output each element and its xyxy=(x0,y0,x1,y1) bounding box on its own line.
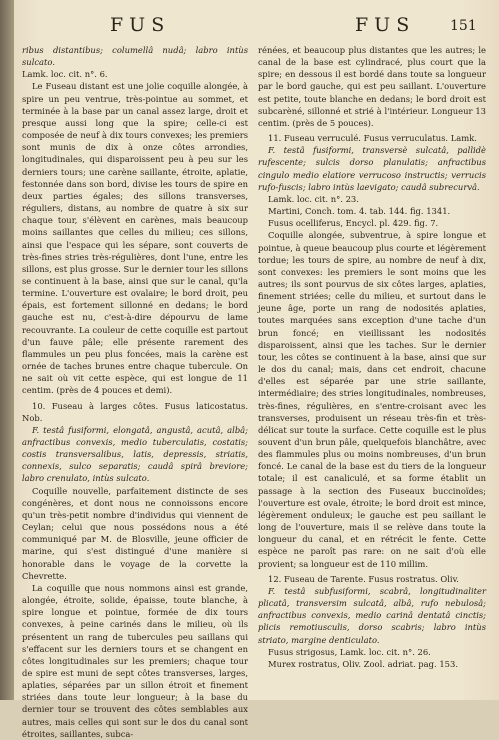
latin-diagnosis: F. testâ fusiformi, elongatâ, angustâ, acutâ, albâ; anfractibus convexis, medio tuberculatis, costatis; costis transversalibus, latis, depressis, striatis, connexis, sulco separatis; caudâ spirâ breviore; labro crenulato, intùs sulcato. xyxy=(22,424,248,484)
reference-line: Lamk. loc. cit. n°. 6. xyxy=(22,69,108,80)
body-paragraph: La coquille que nous nommons ainsi est grande, alongée, étroite, solide, épaisse, toute blanche, à spire longue et pointue, formée de dix tours convexes, à peine carinés dans le milieu, où ils présentent un rang de tubercules peu saillans qui s'effacent sur les derniers tours et se changent en côtes longitudinales sur les premiers; chaque tour de spire est muni de sept côtes transverses, larges, aplaties, séparées par un sillon étroit et finement striées dans toute leur longueur; à la base du dernier tour se trouvent des côtes semblables aux autres, mais celles qui sont sur le dos du canal sont étroites, saillantes, subca- xyxy=(22,582,248,739)
header-left-title: FUS xyxy=(110,14,171,36)
species-heading: 12. Fuseau de Tarente. Fusus rostratus. Oliv. xyxy=(268,573,459,584)
reference-line: Fusus strigosus, Lamk. loc. cit. n°. 26. xyxy=(268,646,431,657)
latin-diagnosis: F. testâ subfusiformi, scabrâ, longitudinaliter plicatâ, transversim sulcatâ, albâ, rufo nebulosâ; anfractibus convexis, medio carinâ dentatâ cinctis; plicis remotiusculis, dorso scabris; labro intùs striato, margine denticulato. xyxy=(258,585,486,645)
body-paragraph: Le Fuseau distant est une jolie coquille alongée, à spire un peu ventrue, très-pointue au sommet, et terminée à la base par un canal assez large, droit et presque aussi long que la spire; celle-ci est composée de neuf à dix tours convexes; les premiers sont munis de dix à onze côtes arrondies, longitudinales, qui disparoissent peu à peu sur les derniers tours; une carène saillante, étroite, aplatie, festonnée dans son bord, divise les tours de spire en deux parties égales; des sillons transverses, réguliers, distans, au nombre de quatre à six sur chaque tour, s'élèvent en carènes, mais beaucoup moins saillantes que celles du milieu; ces sillons, ainsi que l'espace qui les sépare, sont couverts de très-fines stries très-régulières, dont l'une, entre les sillons, est plus grosse. Sur le dernier tour les sillons se continuent à la base, ainsi que sur le canal, qu'la termine. L'ouverture est ovalaire; le bord droit, peu épais, est fortement sillonné en dedans; le bord gauche est nu, c'est-à-dire dépourvu de lame recouvrante. La couleur de cette coquille est partout d'un fauve pâle; elle présente rarement des flammules un peu plus foncées, mais la carène est ornée de taches brunes entre chaque tubercule. On ne sait où vit cette espèce, qui est longue de 11 centim. (près de 4 pouces et demi). xyxy=(22,81,248,396)
latin-diagnosis: ribus distantibus; columellâ nudâ; labro intùs sulcato. xyxy=(22,45,248,68)
header-right-title: FUS xyxy=(355,14,416,36)
left-text-column xyxy=(22,44,248,739)
species-heading: 10. Fuseau à larges côtes. Fusus laticostatus. Nob. xyxy=(22,400,248,423)
right-text-column xyxy=(258,44,486,694)
page-number: 151 xyxy=(450,18,477,34)
body-paragraph: Coquille nouvelle, parfaitement distincte de ses congénères, et dont nous ne connoissons encore qu'un très-petit nombre d'individus qui viennent de Ceylan; celui que nous possédons nous a été communiqué par M. de Blosville, jeune officier de marine, qui s'est distingué d'une manière si honorable dans le voyage de la corvette la Chevrette. xyxy=(22,485,248,581)
running-header xyxy=(20,14,489,40)
body-paragraph: rénées, et beaucoup plus distantes que les autres; le canal de la base est cylindracé, plus court que la spire; en dessous il est bordé dans toute sa longueur par le bord gauche, qui est peu saillant. L'ouverture est petite, toute blanche en dedans; le bord droit est subcarèné, sillonné et strié à l'intérieur. Longueur 13 centim. (près de 5 pouces). xyxy=(258,45,486,128)
reference-line: Lamk. loc. cit. n°. 23. xyxy=(268,193,359,204)
reference-line: Fusus ocelliferus, Encycl. pl. 429. fig. 7. xyxy=(268,218,439,229)
reference-line: Martini, Conch. tom. 4. tab. 144. fig. 1341. xyxy=(268,206,451,217)
body-paragraph: Coquille alongée, subventrue, à spire longue et pointue, à queue beaucoup plus courte et légèrement tordue; les tours de spire, au nombre de neuf à dix, sont convexes: les premiers le sont moins que les autres; ils sont pourvus de six côtes larges, aplaties, finement striées; celle du milieu, et surtout dans le jeune âge, porte un rang de nodosités aplaties, toutes marquées sans exception d'une tache d'un brun foncé; en vieillissant les nodosités disparoissent, ainsi que les taches. Sur le dernier tour, les côtes se continuent à la base, ainsi que sur le dos du canal; mais, dans cet endroit, chacune d'elles est séparée par une strie saillante, intermédiaire; des stries longitudinales, nombreuses, très-fines, régulières, en s'entre-croisant avec les transverses, produisent un réseau très-fin et très-délicat sur toute la surface. Cette coquille est le plus souvent d'un brun pâle, quelquefois blanchâtre, avec des flammules plus ou moins nombreuses, d'un brun foncé. Le canal de la base est du tiers de la longueur totale; il est canaliculé, et sa forme établit un passage à la section des Fuseaux buccinoïdes; l'ouverture est ovale, étroite; le bord droit est mince, légèrement onduleux; le gauche est peu saillant le long de l'ouverture, mais il se relève dans toute la longueur du canal, et en rétrécit le fente. Cette espèce ne paroît pas rare: on ne sait d'où elle provient; sa longueur est de 110 millim. xyxy=(258,230,486,569)
species-heading: 11. Fuseau verruculé. Fusus verruculatus. Lamk. xyxy=(268,133,477,144)
reference-line: Murex rostratus, Oliv. Zool. adriat. pag. 153. xyxy=(268,658,458,669)
latin-diagnosis: F. testâ fusiformi, transversè sulcatâ, pallidè rufescente; sulcis dorso planulatis; anfractibus cingulo medio elatiore verrucoso instructis; verrucis rufo-fuscis; labro intùs laevigato; caudâ subrecurvâ. xyxy=(258,145,486,192)
binding-gutter xyxy=(0,0,14,700)
